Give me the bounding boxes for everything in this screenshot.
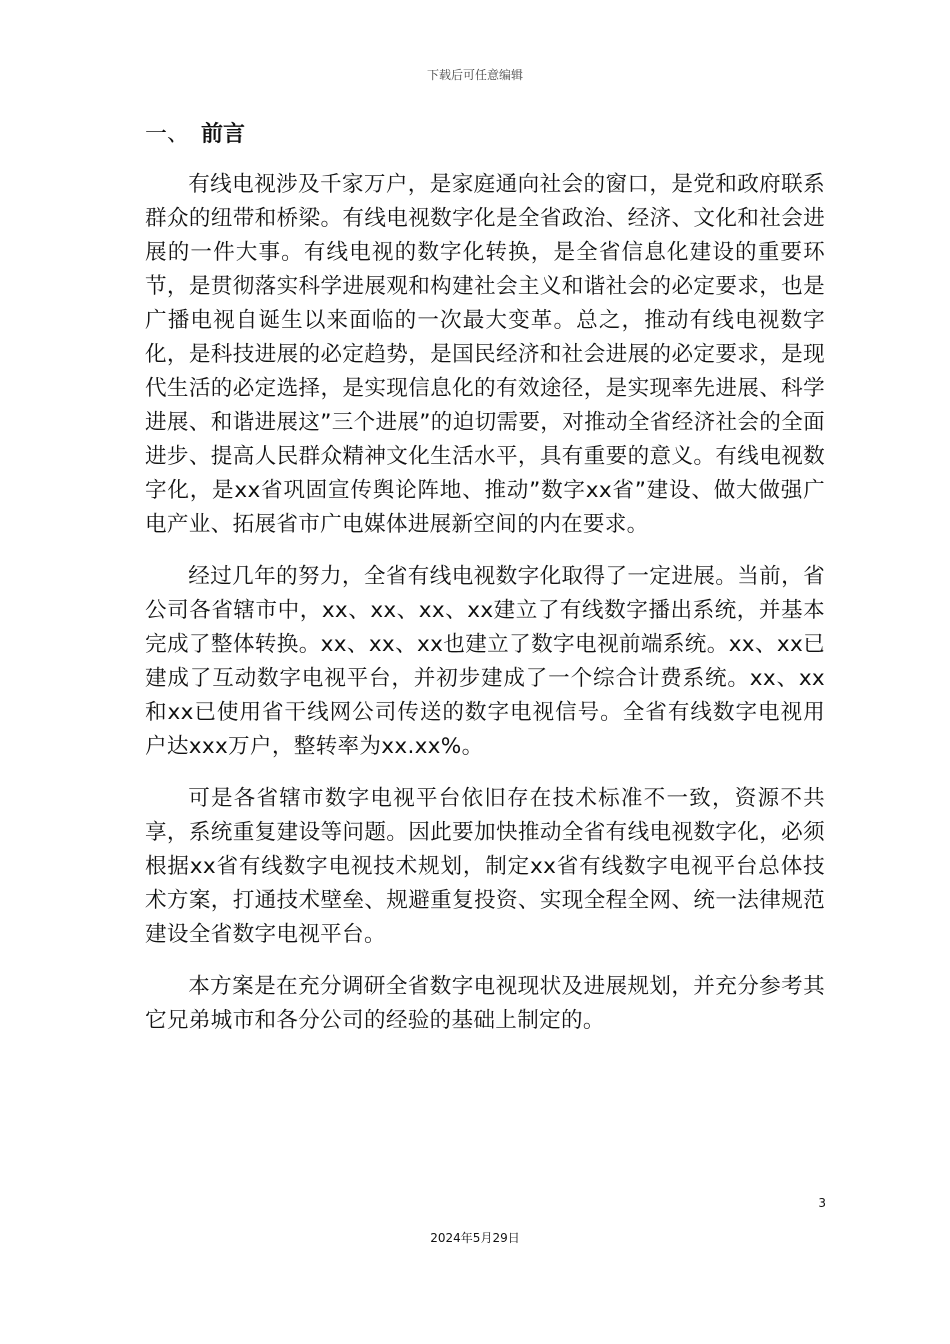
footer-date: 2024年5月29日 — [430, 1231, 520, 1245]
page-header-note: 下载后可任意编辑 — [426, 68, 523, 82]
paragraph-progress: 经过几年的努力，全省有线电视数字化取得了一定进展。当前，省公司各省辖市中，xx、xx、xx、xx建立了有线数字播出系统，并基本完成了整体转换。xx、xx、xx也建立了数字电视前端系统。xx、xx已建成了互动数字电视平台，并初步建成了一个综合计费系统。xx、xx和xx已使用省干线网公司传送的数字电视信号。全省有线数字电视用户达xxx万户，整转率为xx.xx%。 — [145, 564, 825, 759]
paragraph-intro: 有线电视涉及千家万户，是家庭通向社会的窗口，是党和政府联系群众的纽带和桥梁。有线电视数字化是全省政治、经济、文化和社会进展的一件大事。有线电视的数字化转换，是全省信息化建设的重要环节，是贯彻落实科学进展观和构建社会主义和谐社会的必定要求，也是广播电视自诞生以来面临的一次最大变革。总之，推动有线电视数字化，是科技进展的必定趋势，是国民经济和社会进展的必定要求，是现代生活的必定选择，是实现信息化的有效途径，是实现率先进展、科学进展、和谐进展这”三个进展”的迫切需要，对推动全省经济社会的全面进步、提高人民群众精神文化生活水平，具有重要的意义。有线电视数字化，是xx省巩固宣传舆论阵地、推动”数字xx省”建设、做大做强广电产业、拓展省市广电媒体进展新空间的内在要求。 — [145, 172, 825, 537]
page-number: 3 — [818, 1196, 826, 1210]
paragraph-basis: 本方案是在充分调研全省数字电视现状及进展规划，并充分参考其它兄弟城市和各分公司的经验的基础上制定的。 — [145, 974, 825, 1033]
section-title: 前言 — [201, 122, 246, 147]
document-body — [145, 168, 825, 1056]
paragraph-problems: 可是各省辖市数字电视平台依旧存在技术标准不一致，资源不共享，系统重复建设等问题。因此要加快推动全省有线电视数字化，必须根据xx省有线数字电视技术规划，制定xx省有线数字电视平台总体技术方案，打通技术壁垒、规避重复投资、实现全程全网、统一法律规范建设全省数字电视平台。 — [145, 786, 825, 947]
section-heading — [145, 118, 245, 152]
section-number: 一、 — [145, 122, 190, 147]
